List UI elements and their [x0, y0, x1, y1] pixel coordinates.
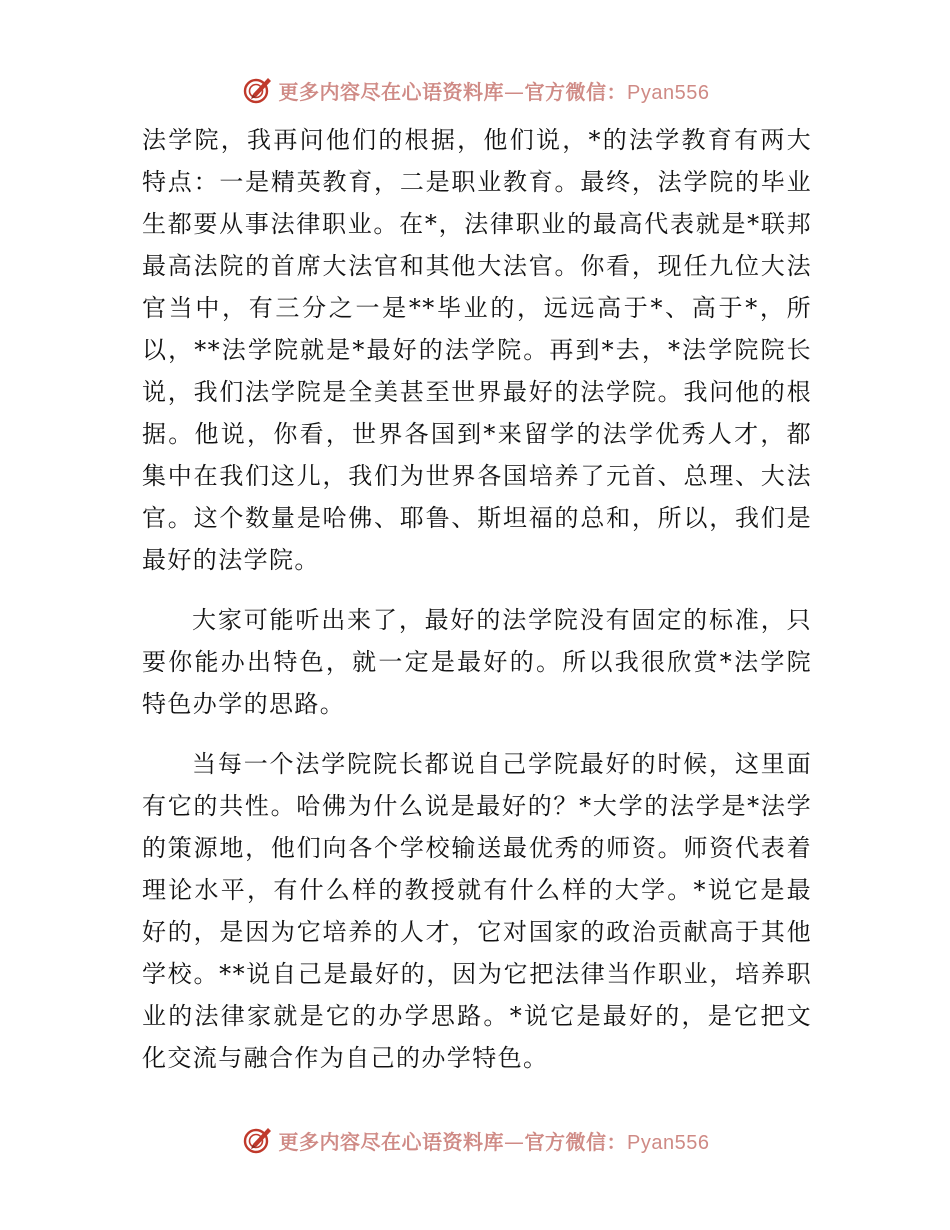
footer-banner-text — [279, 1126, 710, 1155]
paragraph-1: 法学院，我再问他们的根据，他们说，*的法学教育有两大特点：一是精英教育，二是职业教育。最终，法学院的毕业生都要从事法律职业。在*，法律职业的最高代表就是*联邦最高法院的首席大法官和其他大法官。你看，现任九位大法官当中，有三分之一是**毕业的，远远高于*、高于*，所以，**法学院就是*最好的法学院。再到*去，*法学院院长说，我们法学院是全美甚至世界最好的法学院。我问他的根据。他说，你看，世界各国到*来留学的法学优秀人才，都集中在我们这儿，我们为世界各国培养了元首、总理、大法官。这个数量是哈佛、耶鲁、斯坦福的总和，所以，我们是最好的法学院。 — [142, 126, 812, 574]
footer-banner — [0, 1120, 950, 1160]
header-banner-text — [279, 76, 710, 105]
paragraph-2: 大家可能听出来了，最好的法学院没有固定的标准，只要你能办出特色，就一定是最好的。所以我很欣赏*法学院特色办学的思路。 — [142, 606, 812, 718]
footer-banner-id: Pyan556 — [627, 1131, 710, 1154]
footer-banner-main: 更多内容尽在心语资料库 — [278, 1129, 505, 1154]
pen-seal-icon — [241, 1123, 275, 1157]
header-banner-id: Pyan556 — [627, 81, 710, 104]
header-banner-wechat: 官方微信： — [524, 79, 628, 104]
document-body — [142, 119, 812, 1097]
header-banner-dash: — — [504, 79, 525, 104]
header-banner-main: 更多内容尽在心语资料库 — [278, 79, 505, 104]
footer-banner-dash: — — [504, 1129, 525, 1154]
paragraph-3: 当每一个法学院院长都说自己学院最好的时候，这里面有它的共性。哈佛为什么说是最好的？*大学的法学是*法学的策源地，他们向各个学校输送最优秀的师资。师资代表着理论水平，有什么样的教授就有什么样的大学。*说它是最好的，是因为它培养的人才，它对国家的政治贡献高于其他学校。**说自己是最好的，因为它把法律当作职业，培养职业的法律家就是它的办学思路。*说它是最好的，是它把文化交流与融合作为自己的办学特色。 — [142, 750, 812, 1072]
pen-seal-icon — [241, 73, 275, 107]
footer-banner-wechat: 官方微信： — [524, 1129, 628, 1154]
header-banner — [0, 70, 950, 110]
